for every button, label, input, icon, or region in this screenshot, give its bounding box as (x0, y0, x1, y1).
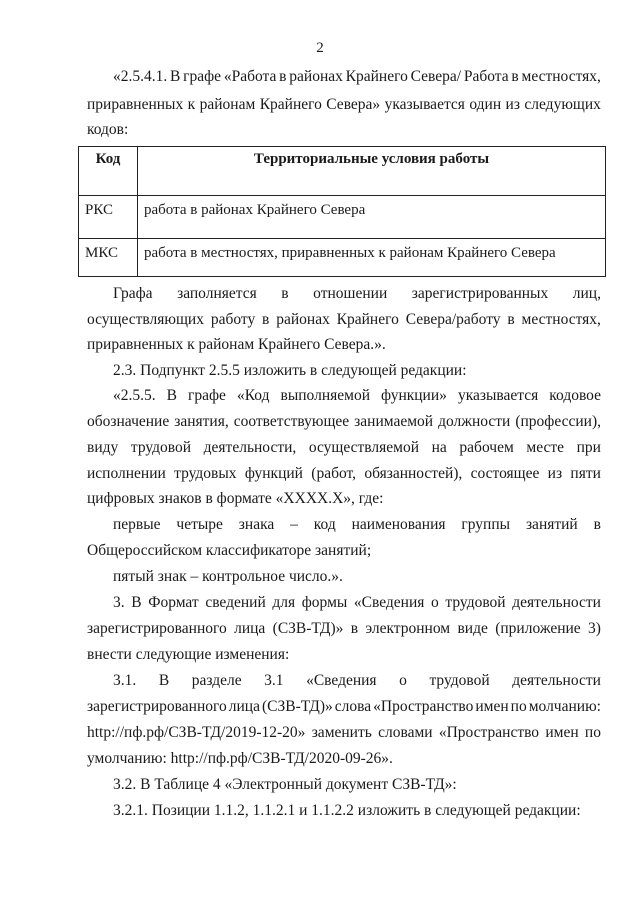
para-31-line-3: http://пф.рф/СЗВ-ТД/2019-12-20» заменить словами «Пространство имен по (87, 724, 601, 741)
table-cell-desc: работа в местностях, приравненных к районам Крайнего Севера (138, 239, 606, 277)
para-first-line-2: Общероссийском классификаторе занятий; (87, 542, 372, 559)
table-header-code: Код (79, 147, 138, 196)
para-31-line-1: 3.1. В разделе 3.1 «Сведения о трудовой деятельности (113, 672, 601, 689)
para-grafa-line-2: осуществляющих работу в районах Крайнего Севера/работу в местностях, (87, 311, 601, 328)
para-31-line-4: умолчанию: http://пф.рф/СЗВ-ТД/2020-09-26». (87, 750, 393, 767)
table-row (79, 239, 606, 277)
para-3-line-2: зарегистрированного лица (СЗВ-ТД)» в электронном виде (приложение 3) (87, 620, 601, 637)
para-255-line-5: цифровых знаков в формате «XXXX.X», где: (87, 490, 384, 507)
page-number: 2 (316, 40, 324, 56)
para-fifth: пятый знак – контрольное число.». (113, 568, 343, 585)
para-255-line-4: исполнении трудовых функций (работ, обязанностей), состоящее из пяти (87, 465, 601, 482)
para-2541-line-3: кодов: (87, 121, 129, 138)
table-cell-desc: работа в районах Крайнего Севера (138, 196, 606, 239)
table-cell-code: РКС (79, 196, 138, 239)
para-grafa-line-3: приравненных к районам Крайнего Севера.». (87, 336, 386, 353)
para-first-line-1: первые четыре знака – код наименования группы занятий в (113, 516, 601, 533)
para-255-line-1: «2.5.5. В графе «Код выполняемой функции» указывается кодовое (113, 387, 601, 404)
para-2541-line-1: «2.5.4.1. В графе «Работа в районах Крайнего Севера/ Работа в местностях, (113, 68, 601, 85)
para-255-line-2: обозначение занятия, соответствующее занимаемой должности (профессии), (87, 413, 601, 430)
para-31-line-2: зарегистрированного лица (СЗВ-ТД)» слова «Пространство имен по молчанию: (87, 698, 601, 715)
para-321: 3.2.1. Позиции 1.1.2, 1.1.2.1 и 1.1.2.2 изложить в следующей редакции: (113, 802, 581, 819)
para-3-line-3: внести следующие изменения: (87, 646, 290, 663)
para-3-line-1: 3. В Формат сведений для формы «Сведения о трудовой деятельности (113, 594, 601, 611)
table-row (79, 196, 606, 239)
table-cell-code: МКС (79, 239, 138, 277)
para-32: 3.2. В Таблице 4 «Электронный документ СЗВ-ТД»: (113, 776, 457, 793)
para-23: 2.3. Подпункт 2.5.5 изложить в следующей редакции: (113, 362, 467, 379)
table-header-row (79, 147, 606, 196)
para-255-line-3: виду трудовой деятельности, осуществляемой на рабочем месте при (87, 439, 601, 456)
para-grafa-line-1: Графа заполняется в отношении зарегистрированных лиц, (113, 285, 601, 302)
table-header-conditions: Территориальные условия работы (138, 147, 606, 196)
para-2541-line-2: приравненных к районам Крайнего Севера» указывается один из следующих (87, 96, 601, 113)
territorial-codes-table (78, 146, 606, 277)
